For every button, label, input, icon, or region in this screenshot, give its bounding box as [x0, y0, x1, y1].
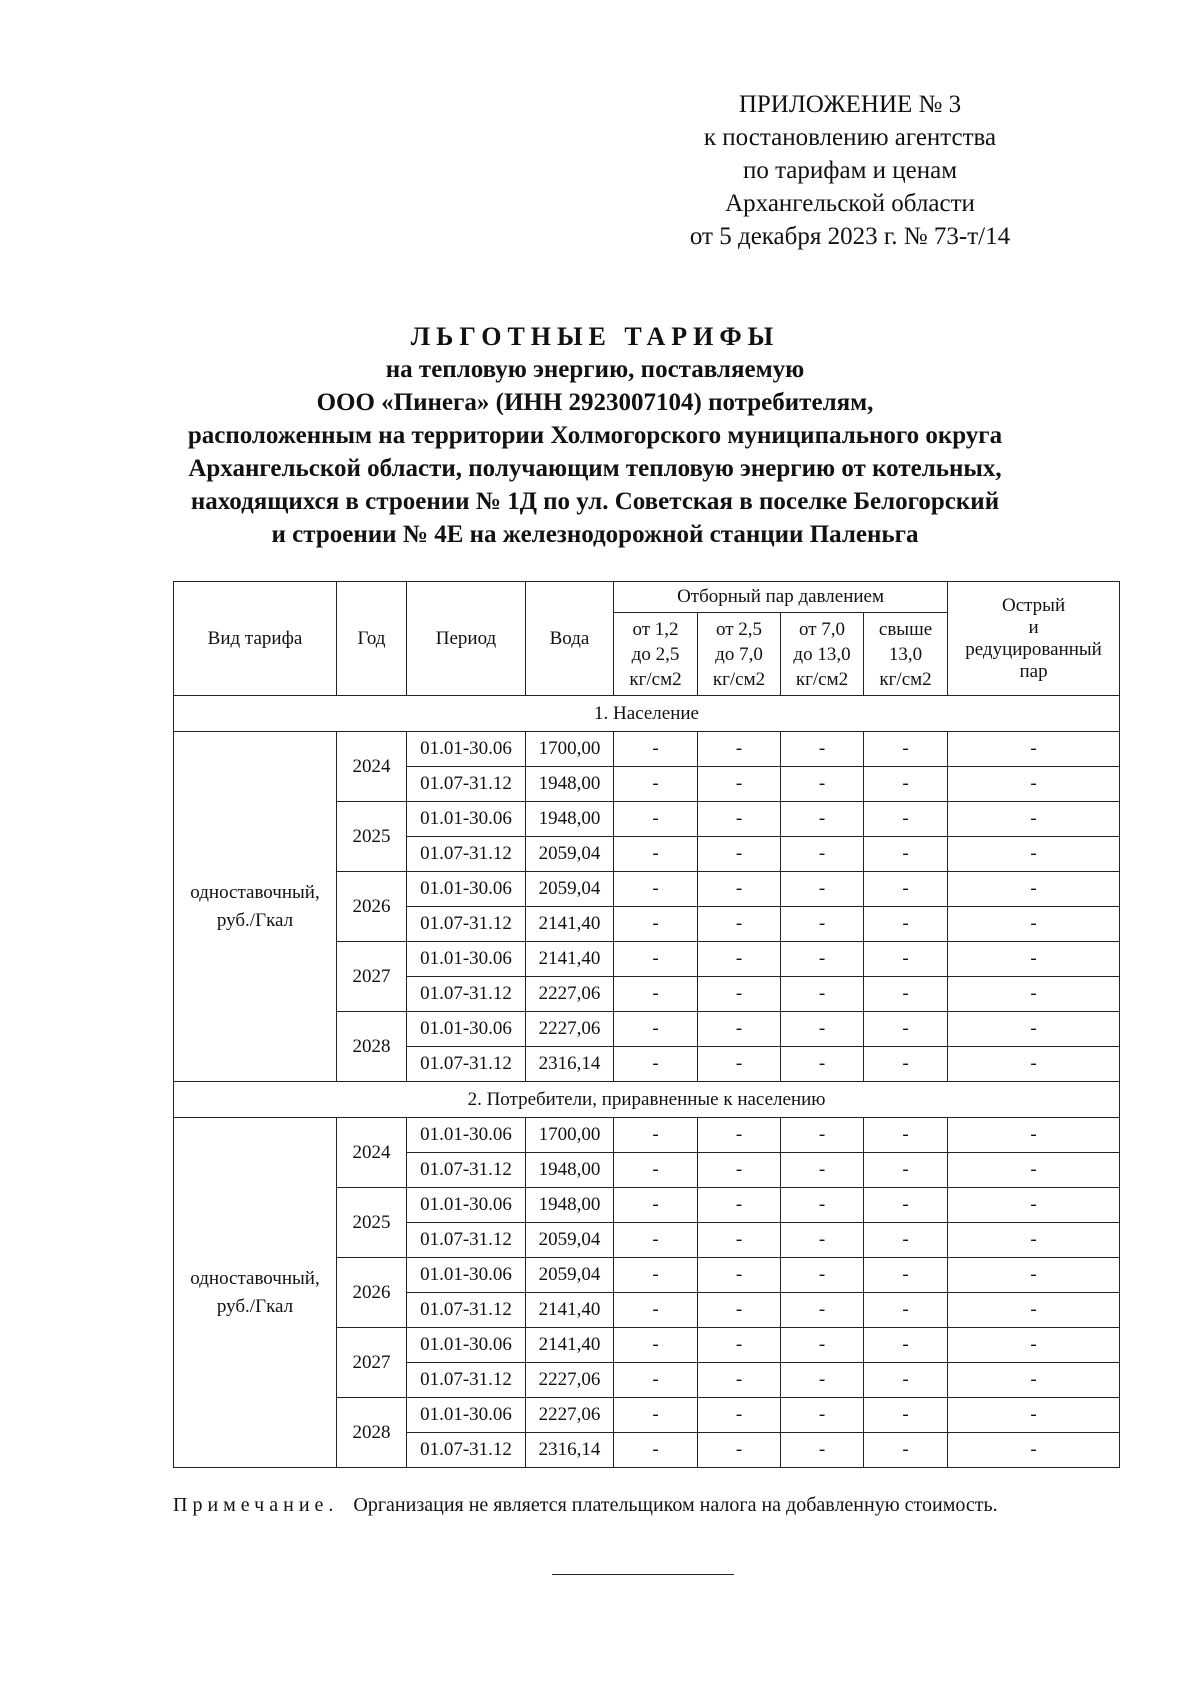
- water-cell: 2227,06: [526, 1363, 614, 1398]
- appendix-line: Архангельской области: [725, 190, 975, 217]
- note: [173, 1494, 998, 1517]
- water-cell: 1948,00: [526, 767, 614, 802]
- steam-cell: -: [614, 1258, 698, 1293]
- water-cell: 2059,04: [526, 1258, 614, 1293]
- steam-cell: -: [614, 977, 698, 1012]
- table-body: [174, 696, 1120, 1468]
- steam-cell: -: [781, 1328, 864, 1363]
- period-cell: 01.01-30.06: [407, 872, 526, 907]
- tariff-type-cell: [174, 732, 337, 1082]
- period-cell: 01.01-30.06: [407, 732, 526, 767]
- steam-cell: -: [614, 767, 698, 802]
- steam-cell: -: [781, 872, 864, 907]
- header-sharp-line: и: [1028, 616, 1039, 638]
- header-sharp-line: редуцированный: [965, 638, 1102, 660]
- steam-cell: -: [698, 1047, 781, 1082]
- period-cell: 01.07-31.12: [407, 1293, 526, 1328]
- steam-cell: -: [781, 1258, 864, 1293]
- sharp-steam-cell: -: [948, 837, 1120, 872]
- steam-cell: -: [864, 1047, 948, 1082]
- period-cell: 01.07-31.12: [407, 1363, 526, 1398]
- period-cell: 01.01-30.06: [407, 802, 526, 837]
- steam-cell: -: [698, 1398, 781, 1433]
- water-cell: 2059,04: [526, 1223, 614, 1258]
- water-cell: 2141,40: [526, 907, 614, 942]
- steam-cell: -: [614, 732, 698, 767]
- year-cell: 2027: [337, 942, 407, 1012]
- sharp-steam-cell: -: [948, 1012, 1120, 1047]
- section-row: [174, 696, 1120, 732]
- steam-cell: -: [698, 907, 781, 942]
- header-steam-line: от 1,2: [632, 618, 679, 640]
- table-header: [174, 582, 1120, 696]
- year-cell: 2027: [337, 1328, 407, 1398]
- sharp-steam-cell: -: [948, 1153, 1120, 1188]
- water-cell: 2141,40: [526, 1328, 614, 1363]
- steam-cell: -: [614, 1047, 698, 1082]
- sharp-steam-cell: -: [948, 732, 1120, 767]
- period-cell: 01.07-31.12: [407, 1047, 526, 1082]
- tariff-type-cell: [174, 1118, 337, 1468]
- steam-cell: -: [614, 802, 698, 837]
- steam-cell: -: [614, 1328, 698, 1363]
- header-water: Вода: [526, 582, 614, 696]
- steam-cell: -: [698, 1188, 781, 1223]
- period-cell: 01.01-30.06: [407, 1188, 526, 1223]
- title-line: на тепловую энергию, поставляемую: [385, 356, 805, 383]
- steam-cell: -: [614, 1433, 698, 1468]
- sharp-steam-cell: -: [948, 802, 1120, 837]
- steam-cell: -: [698, 1433, 781, 1468]
- steam-cell: -: [781, 1118, 864, 1153]
- header-steam-2: [698, 613, 781, 696]
- sharp-steam-cell: -: [948, 872, 1120, 907]
- header-steam-line: от 2,5: [715, 618, 763, 640]
- steam-cell: -: [781, 802, 864, 837]
- steam-cell: -: [614, 872, 698, 907]
- steam-cell: -: [614, 907, 698, 942]
- water-cell: 1700,00: [526, 1118, 614, 1153]
- water-cell: 2141,40: [526, 942, 614, 977]
- steam-cell: -: [781, 767, 864, 802]
- header-steam-line: до 13,0: [793, 643, 851, 665]
- year-cell: 2028: [337, 1012, 407, 1082]
- water-cell: 1948,00: [526, 1153, 614, 1188]
- year-cell: 2024: [337, 1118, 407, 1188]
- document-title: [140, 320, 1050, 551]
- note-label: Примечание.: [173, 1494, 339, 1516]
- header-sharp-steam: [948, 582, 1120, 696]
- water-cell: 1948,00: [526, 1188, 614, 1223]
- header-type: Вид тарифа: [174, 582, 337, 696]
- period-cell: 01.07-31.12: [407, 1223, 526, 1258]
- tariff-type-line: одноставочный,: [190, 1267, 320, 1289]
- steam-cell: -: [614, 1398, 698, 1433]
- year-cell: 2025: [337, 1188, 407, 1258]
- sharp-steam-cell: -: [948, 907, 1120, 942]
- header-steam-4: [864, 613, 948, 696]
- sharp-steam-cell: -: [948, 1398, 1120, 1433]
- period-cell: 01.07-31.12: [407, 767, 526, 802]
- year-cell: 2028: [337, 1398, 407, 1468]
- steam-cell: -: [698, 1012, 781, 1047]
- tariff-type-line: одноставочный,: [190, 881, 320, 903]
- water-cell: 1700,00: [526, 732, 614, 767]
- appendix-line: по тарифам и ценам: [742, 157, 958, 184]
- steam-cell: -: [781, 1363, 864, 1398]
- water-cell: 2059,04: [526, 837, 614, 872]
- year-cell: 2026: [337, 1258, 407, 1328]
- title-line: расположенным на территории Холмогорского муниципального округа: [187, 422, 1003, 449]
- period-cell: 01.07-31.12: [407, 1153, 526, 1188]
- header-year: Год: [337, 582, 407, 696]
- sharp-steam-cell: -: [948, 977, 1120, 1012]
- title-line: находящихся в строении № 1Д по ул. Советская в поселке Белогорский: [190, 488, 1000, 515]
- steam-cell: -: [614, 1012, 698, 1047]
- steam-cell: -: [698, 1153, 781, 1188]
- tariff-type-line: руб./Гкал: [216, 1295, 294, 1317]
- steam-cell: -: [864, 1118, 948, 1153]
- steam-cell: -: [864, 1223, 948, 1258]
- steam-cell: -: [781, 1223, 864, 1258]
- steam-cell: -: [698, 837, 781, 872]
- steam-cell: -: [781, 1153, 864, 1188]
- steam-cell: -: [698, 1258, 781, 1293]
- steam-cell: -: [698, 1328, 781, 1363]
- steam-cell: -: [698, 942, 781, 977]
- table-row: [174, 732, 1120, 767]
- steam-cell: -: [864, 1328, 948, 1363]
- steam-cell: -: [698, 732, 781, 767]
- steam-cell: -: [781, 1012, 864, 1047]
- appendix-title: ПРИЛОЖЕНИЕ № 3: [738, 91, 962, 118]
- steam-cell: -: [864, 907, 948, 942]
- steam-cell: -: [864, 1398, 948, 1433]
- steam-cell: -: [614, 837, 698, 872]
- steam-cell: -: [781, 1047, 864, 1082]
- steam-cell: -: [698, 1293, 781, 1328]
- section-row: [174, 1082, 1120, 1118]
- water-cell: 2227,06: [526, 1012, 614, 1047]
- steam-cell: -: [864, 732, 948, 767]
- year-cell: 2025: [337, 802, 407, 872]
- steam-cell: -: [864, 1258, 948, 1293]
- steam-cell: -: [781, 1293, 864, 1328]
- steam-cell: -: [698, 1363, 781, 1398]
- header-sharp-line: пар: [1019, 660, 1048, 682]
- tariff-table: [173, 581, 1120, 1468]
- water-cell: 2141,40: [526, 1293, 614, 1328]
- steam-cell: -: [614, 1188, 698, 1223]
- steam-cell: -: [698, 1118, 781, 1153]
- table-row: [174, 1118, 1120, 1153]
- steam-cell: -: [781, 977, 864, 1012]
- sharp-steam-cell: -: [948, 1118, 1120, 1153]
- header-steam-line: до 7,0: [715, 643, 763, 665]
- note-text: Организация не является плательщиком налога на добавленную стоимость.: [353, 1494, 998, 1516]
- header-steam-line: до 2,5: [631, 643, 680, 665]
- steam-cell: -: [864, 767, 948, 802]
- water-cell: 2059,04: [526, 872, 614, 907]
- steam-cell: -: [864, 942, 948, 977]
- steam-cell: -: [864, 1433, 948, 1468]
- steam-cell: -: [614, 1118, 698, 1153]
- steam-cell: -: [864, 802, 948, 837]
- steam-cell: -: [781, 1398, 864, 1433]
- steam-cell: -: [614, 1153, 698, 1188]
- period-cell: 01.07-31.12: [407, 977, 526, 1012]
- header-steam-3: [781, 613, 864, 696]
- steam-cell: -: [781, 1433, 864, 1468]
- steam-cell: -: [614, 1363, 698, 1398]
- steam-cell: -: [698, 1223, 781, 1258]
- steam-cell: -: [698, 977, 781, 1012]
- period-cell: 01.01-30.06: [407, 1328, 526, 1363]
- header-steam-line: от 7,0: [798, 618, 846, 640]
- steam-cell: -: [614, 1223, 698, 1258]
- water-cell: 2227,06: [526, 1398, 614, 1433]
- period-cell: 01.01-30.06: [407, 1012, 526, 1047]
- period-cell: 01.07-31.12: [407, 1433, 526, 1468]
- sharp-steam-cell: -: [948, 1188, 1120, 1223]
- steam-cell: -: [864, 872, 948, 907]
- title-line: ООО «Пинега» (ИНН 2923007104) потребителям,: [316, 389, 874, 416]
- appendix-block: [610, 88, 1090, 253]
- steam-cell: -: [781, 942, 864, 977]
- period-cell: 01.07-31.12: [407, 837, 526, 872]
- period-cell: 01.01-30.06: [407, 1258, 526, 1293]
- header-steam-1: [614, 613, 698, 696]
- steam-cell: -: [614, 1293, 698, 1328]
- steam-cell: -: [781, 837, 864, 872]
- steam-cell: -: [864, 1363, 948, 1398]
- header-steam-line: кг/см2: [795, 668, 849, 690]
- period-cell: 01.01-30.06: [407, 1118, 526, 1153]
- steam-cell: -: [864, 1293, 948, 1328]
- sharp-steam-cell: -: [948, 1223, 1120, 1258]
- header-steam-line: кг/см2: [712, 668, 766, 690]
- steam-cell: -: [864, 977, 948, 1012]
- sharp-steam-cell: -: [948, 1433, 1120, 1468]
- steam-cell: -: [864, 837, 948, 872]
- header-steam-line: свыше: [878, 618, 933, 640]
- appendix-date: от 5 декабря 2023 г. № 73-т/14: [689, 223, 1011, 250]
- header-steam-line: кг/см2: [879, 668, 932, 690]
- section-title: 2. Потребители, приравненные к населению: [174, 1082, 1120, 1118]
- steam-cell: -: [614, 942, 698, 977]
- sharp-steam-cell: -: [948, 767, 1120, 802]
- end-divider: [552, 1574, 734, 1575]
- tariff-type-line: руб./Гкал: [216, 909, 294, 931]
- steam-cell: -: [698, 802, 781, 837]
- sharp-steam-cell: -: [948, 942, 1120, 977]
- sharp-steam-cell: -: [948, 1258, 1120, 1293]
- steam-cell: -: [698, 767, 781, 802]
- sharp-steam-cell: -: [948, 1363, 1120, 1398]
- sharp-steam-cell: -: [948, 1328, 1120, 1363]
- title-main: ЛЬГОТНЫЕ ТАРИФЫ: [410, 322, 780, 351]
- sharp-steam-cell: -: [948, 1047, 1120, 1082]
- steam-cell: -: [781, 907, 864, 942]
- steam-cell: -: [864, 1012, 948, 1047]
- water-cell: 2316,14: [526, 1047, 614, 1082]
- period-cell: 01.07-31.12: [407, 907, 526, 942]
- appendix-line: к постановлению агентства: [703, 124, 997, 151]
- header-sharp-line: Острый: [1001, 594, 1066, 616]
- section-title: 1. Население: [174, 696, 1120, 732]
- steam-cell: -: [781, 732, 864, 767]
- sharp-steam-cell: -: [948, 1293, 1120, 1328]
- header-steam-line: 13,0: [888, 643, 923, 665]
- header-period: Период: [407, 582, 526, 696]
- year-cell: 2024: [337, 732, 407, 802]
- header-steam-line: кг/см2: [629, 668, 682, 690]
- steam-cell: -: [864, 1153, 948, 1188]
- period-cell: 01.01-30.06: [407, 1398, 526, 1433]
- title-line: и строении № 4Е на железнодорожной станции Паленьга: [271, 521, 919, 548]
- steam-cell: -: [864, 1188, 948, 1223]
- water-cell: 1948,00: [526, 802, 614, 837]
- year-cell: 2026: [337, 872, 407, 942]
- steam-cell: -: [698, 872, 781, 907]
- header-steam-group: Отборный пар давлением: [614, 582, 948, 613]
- steam-cell: -: [781, 1188, 864, 1223]
- title-line: Архангельской области, получающим тепловую энергию от котельных,: [188, 455, 1002, 482]
- water-cell: 2227,06: [526, 977, 614, 1012]
- period-cell: 01.01-30.06: [407, 942, 526, 977]
- water-cell: 2316,14: [526, 1433, 614, 1468]
